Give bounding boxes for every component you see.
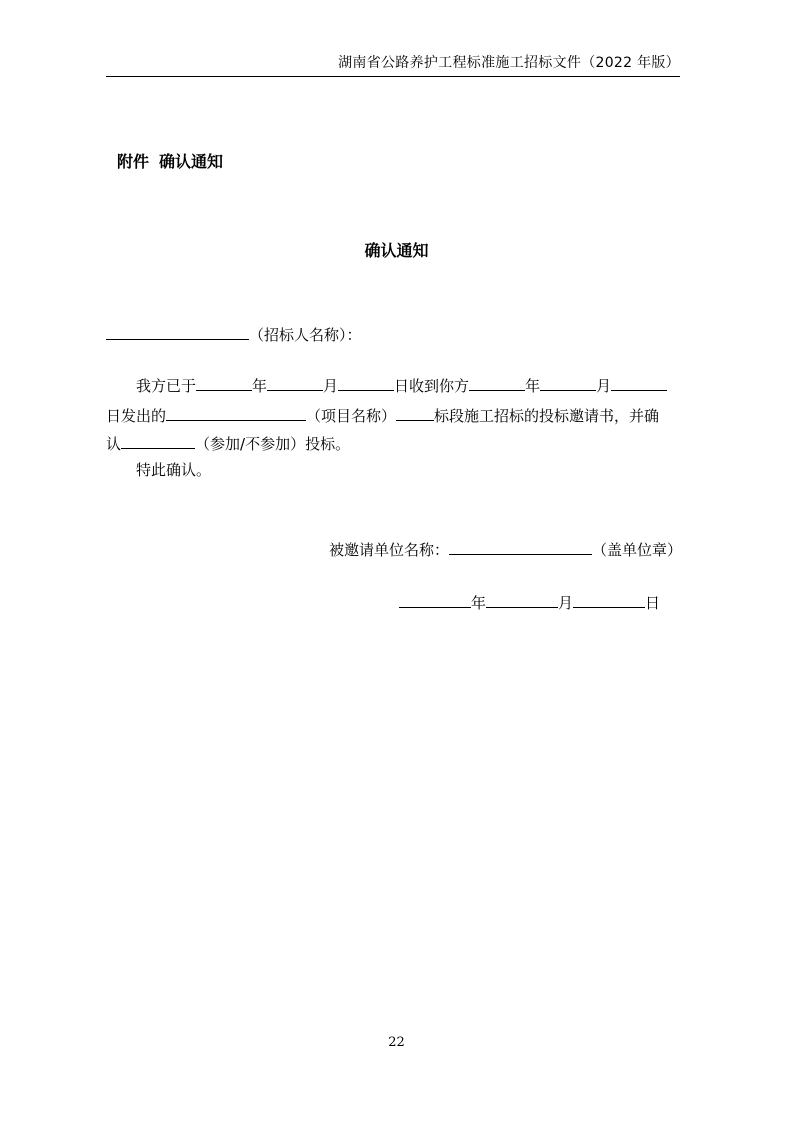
text-day: 日 <box>645 594 661 612</box>
text-month: 月 <box>323 377 339 395</box>
header-rule <box>106 76 680 77</box>
sign-month-blank[interactable] <box>486 591 558 608</box>
project-name-blank[interactable] <box>166 404 306 421</box>
body-line-3 <box>106 432 350 454</box>
issued-year-blank[interactable] <box>469 374 525 391</box>
signature-line <box>329 538 682 560</box>
confirm-line: 特此确认。 <box>136 461 212 479</box>
text-project-name: （项目名称） <box>306 407 397 425</box>
text-month: 月 <box>596 377 612 395</box>
text-year: 年 <box>252 377 268 395</box>
body-line-1 <box>136 374 667 396</box>
text-section-invitation: 标段施工招标的投标邀请书，并确 <box>434 407 660 425</box>
attachment-title: 确认通知 <box>159 152 224 171</box>
page-title: 确认通知 <box>364 241 429 260</box>
invitee-name-blank[interactable] <box>449 538 592 555</box>
salutation-line <box>106 323 362 345</box>
body-line-2 <box>106 404 659 426</box>
signature-label: 被邀请单位名称： <box>329 541 450 559</box>
sign-year-blank[interactable] <box>399 591 471 608</box>
signature-date-line <box>399 591 660 613</box>
page-number: 22 <box>388 1035 405 1050</box>
text-received-on: 我方已于 <box>136 377 197 395</box>
document-header: 湖南省公路养护工程标准施工招标文件（2022 年版） <box>338 55 680 71</box>
text-day-received: 日收到你方 <box>394 377 470 395</box>
text-year: 年 <box>471 594 487 612</box>
issued-day-blank[interactable] <box>611 374 667 391</box>
text-year: 年 <box>525 377 541 395</box>
section-blank[interactable] <box>396 404 434 421</box>
participation-blank[interactable] <box>121 432 195 449</box>
attachment-prefix: 附件 <box>117 152 150 171</box>
sign-day-blank[interactable] <box>573 591 645 608</box>
text-month: 月 <box>558 594 574 612</box>
text-issued-day: 日发出的 <box>106 407 167 425</box>
seal-note: （盖单位章） <box>592 541 683 559</box>
received-day-blank[interactable] <box>338 374 394 391</box>
text-participation: （参加/不参加）投标。 <box>195 435 351 453</box>
attachment-heading <box>117 151 223 173</box>
received-year-blank[interactable] <box>196 374 252 391</box>
salutation-suffix: （招标人名称）： <box>249 326 362 344</box>
received-month-blank[interactable] <box>267 374 323 391</box>
issued-month-blank[interactable] <box>540 374 596 391</box>
tenderer-name-blank[interactable] <box>106 323 249 340</box>
text-confirm-char: 认 <box>106 435 122 453</box>
